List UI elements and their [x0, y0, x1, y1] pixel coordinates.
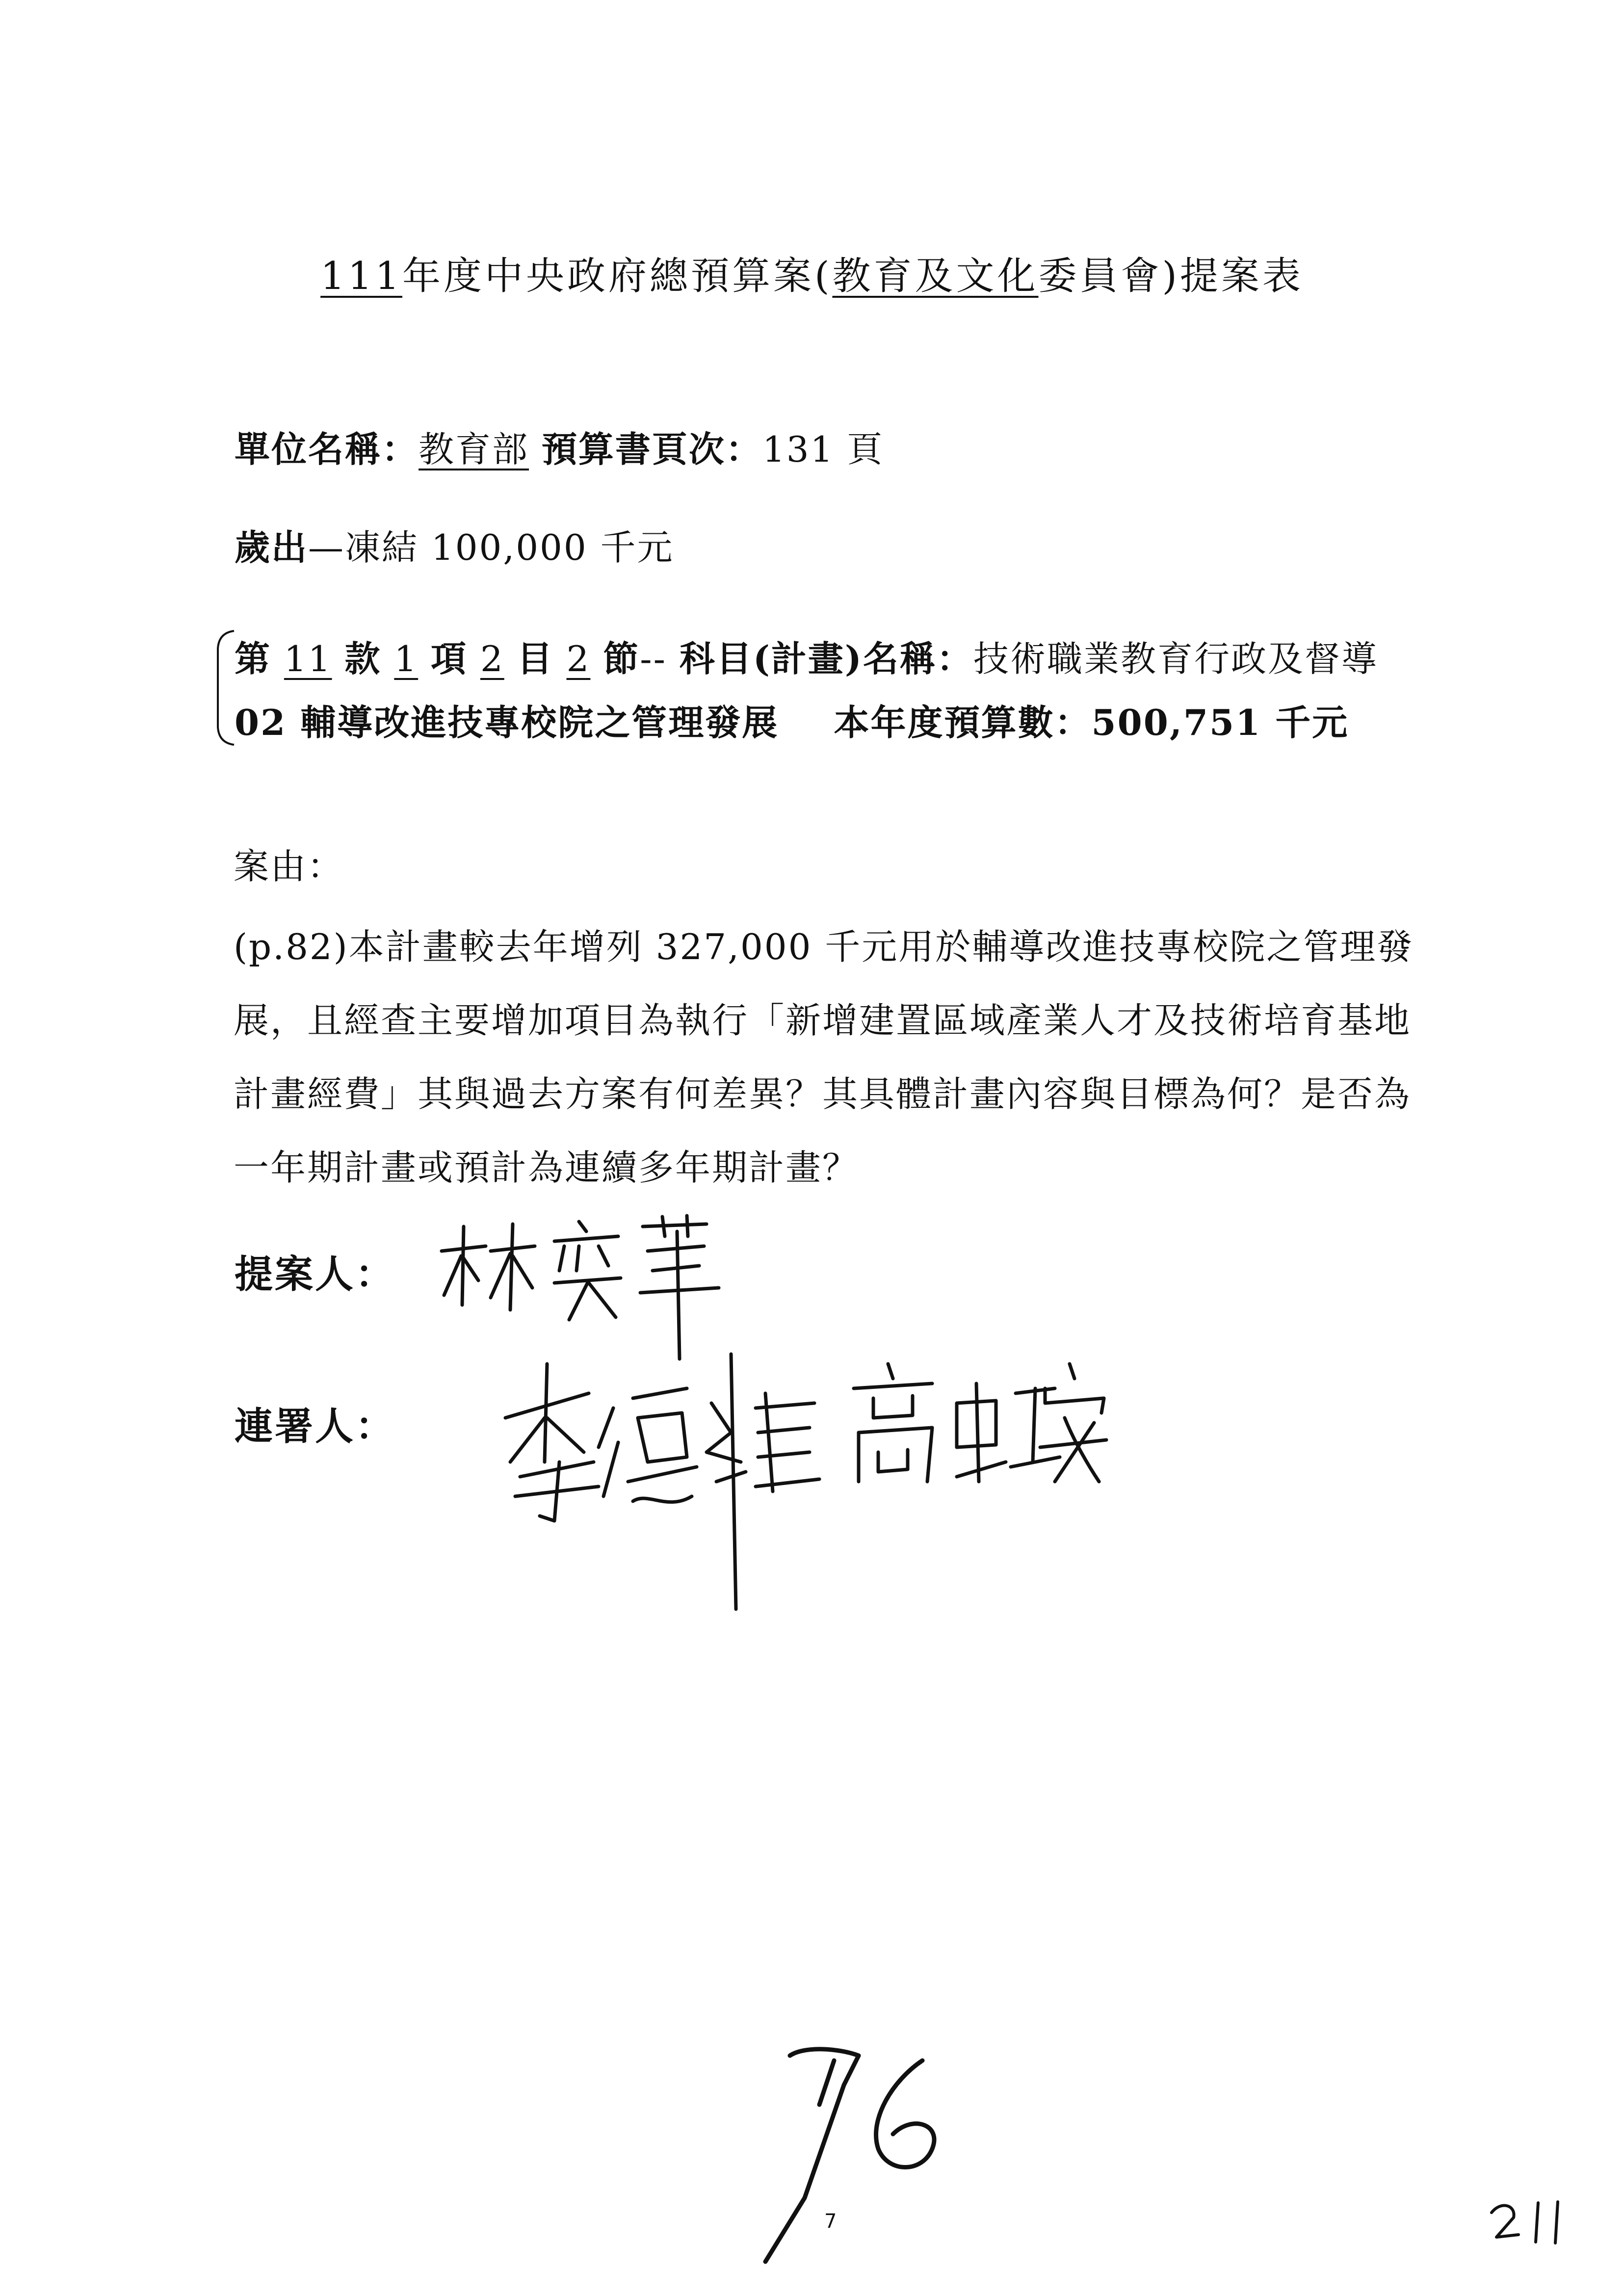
budget-label: 本年度預算數：: [834, 702, 1092, 743]
title-year: 111: [320, 254, 402, 298]
handwritten-page-number: [746, 2036, 952, 2267]
subject-name-label: 科目(計畫)名稱：: [679, 638, 973, 679]
subject-item: 02 輔導改進技專校院之管理發展: [235, 702, 779, 743]
mu-label: 目: [517, 638, 554, 679]
proposer-label: 提案人：: [235, 1252, 396, 1297]
reason-text: (p.82)本計畫較去年增列 327,000 千元用於輔導改進技專校院之管理發展，且經查主要增加項目為執行「新增建置區域產業人才及技術培育基地計畫經費」其與過去方案有何差異？其具體計畫內容與目標為何？是否為一年期計畫或預計為連續多年期計畫？: [234, 926, 1414, 1188]
subject-name-value: 技術職業教育行政及督導: [973, 638, 1378, 679]
page-label: 預算書頁次：: [541, 428, 762, 470]
kuan-prefix: 第: [235, 638, 272, 679]
title-post: 委員會)提案表: [1038, 254, 1304, 298]
subject-bracket: [212, 629, 236, 747]
mu-number: 2: [480, 638, 504, 679]
cosigners-label: 連署人：: [235, 1404, 396, 1449]
page-value: 131 頁: [762, 429, 884, 470]
subject-dash: --: [640, 638, 667, 679]
page-number: 7: [824, 2210, 837, 2233]
budget-value: 500,751 千元: [1091, 702, 1349, 743]
title-pre: 年度中央政府總預算案(: [402, 254, 833, 298]
title-committee: 教育及文化: [832, 254, 1039, 298]
expense-label: 歲出: [235, 526, 309, 568]
subject-line-2: [235, 694, 1349, 745]
xiang-number: 1: [394, 638, 419, 679]
xiang-label: 項: [431, 638, 468, 679]
unit-value: 教育部: [419, 429, 529, 470]
page-title: [0, 245, 1624, 300]
expense-line: [235, 519, 674, 570]
jie-label: 節: [603, 638, 640, 679]
unit-label: 單位名稱：: [235, 428, 419, 470]
corner-handwritten-number: [1487, 2193, 1570, 2252]
kuan-label: 款: [344, 638, 382, 679]
subject-line-1: [235, 630, 1378, 681]
cosigner-signatures: [500, 1334, 1109, 1609]
expense-value: —凍結 100,000 千元: [308, 527, 674, 568]
unit-line: [235, 421, 884, 472]
jie-number: 2: [566, 638, 591, 679]
reason-label: 案由：: [234, 846, 344, 887]
kuan-number: 11: [284, 638, 332, 679]
